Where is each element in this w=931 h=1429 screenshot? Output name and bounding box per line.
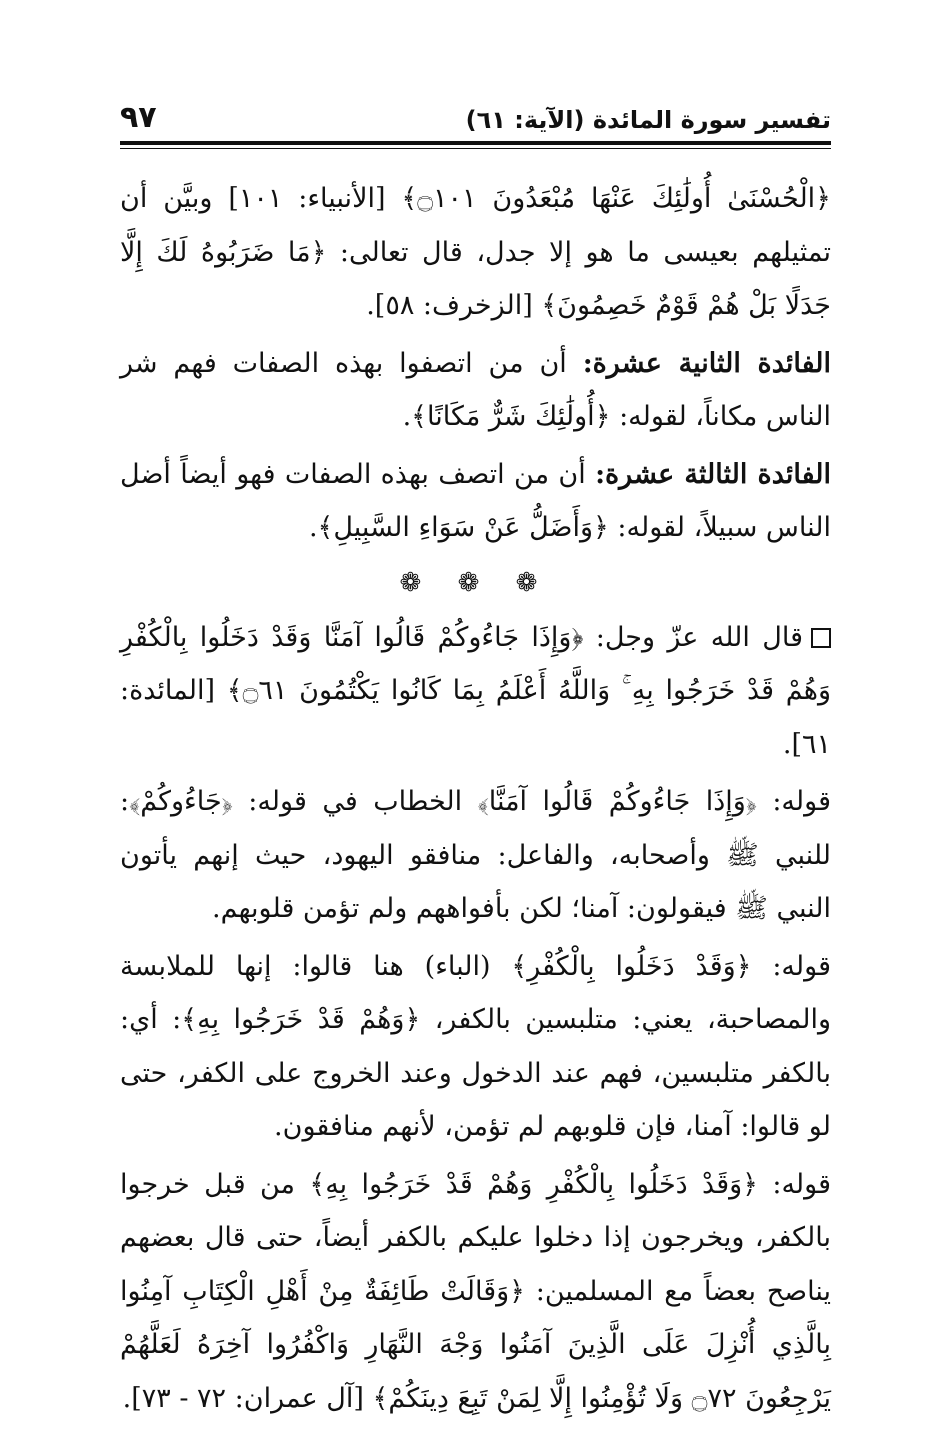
- paragraph-text: ﴿الْحُسْنَىٰ أُولَٰئِكَ عَنْهَا مُبْعَدُونَ ۝١٠١﴾ [الأنبياء: ١٠١] وبيَّن أن تمثيلهم بعيسى ما هو إلا جدل، قال تعالى: ﴿مَا ضَرَبُوهُ لَكَ إِلَّا جَدَلًا بَلْ هُمْ قَوْمٌ خَصِمُونَ﴾ [الزخرف: ٥٨].: [120, 183, 831, 321]
- page-header: [120, 98, 831, 138]
- square-bullet-icon: [811, 628, 831, 648]
- paragraph-benefit-12: [120, 337, 831, 444]
- header-rule-thick: [120, 141, 831, 145]
- page-body: [120, 172, 831, 1429]
- commentary-paragraph: [120, 940, 831, 1154]
- paragraph-text: أن من اتصف بهذه الصفات فهو أيضاً أضل الناس سبيلاً، لقوله: ﴿وَأَضَلُّ عَنْ سَوَاءِ السَّبِيلِ﴾.: [120, 458, 831, 543]
- page-number: ٩٧: [120, 100, 157, 135]
- commentary-text: قوله: ﴿وَقَدْ دَخَلُوا بِالْكُفْرِ﴾ (الباء) هنا قالوا: إنها للملابسة والمصاحبة، يعني: متلبسين بالكفر، ﴿وَهُمْ قَدْ خَرَجُوا بِهِ﴾: أي: بالكفر متلبسين، فهم عند الدخول وعند الخروج على الكفر، حتى لو قالوا: آمنا، فإن قلوبهم لم تؤمن، لأنهم منافقون.: [120, 950, 831, 1142]
- commentary-paragraph: [120, 1158, 831, 1426]
- verse-text: قال الله عزّ وجل: ﴿وَإِذَا جَاءُوكُمْ قَالُوا آمَنَّا وَقَدْ دَخَلُوا بِالْكُفْرِ وَهُمْ قَدْ خَرَجُوا بِهِ ۚ وَاللَّهُ أَعْلَمُ بِمَا كَانُوا يَكْتُمُونَ ۝٦١﴾ [المائدة: ٦١].: [120, 621, 832, 760]
- paragraph-benefit-13: [120, 448, 831, 555]
- benefit-heading: الفائدة الثانية عشرة:: [582, 347, 831, 379]
- commentary-paragraph: [120, 775, 831, 936]
- paragraph-text: أن من اتصفوا بهذه الصفات فهم شر الناس مكاناً، لقوله: ﴿أُولَٰئِكَ شَرٌّ مَكَانًا﴾.: [120, 347, 831, 432]
- benefit-heading: الفائدة الثالثة عشرة:: [595, 458, 831, 490]
- running-title: تفسير سورة المائدة (الآية: ٦١): [465, 106, 831, 134]
- paragraph-continuation: [120, 172, 831, 333]
- commentary-text: قوله: ﴿وَإِذَا جَاءُوكُمْ قَالُوا آمَنَّا﴾ الخطاب في قوله: ﴿جَاءُوكُمْ﴾: للنبي ﷺ وأصحابه، والفاعل: منافقو اليهود، حيث إنهم يأتون النبي ﷺ فيقولون: آمنا؛ لكن بأفواههم ولم تؤمن قلوبهم.: [120, 786, 831, 924]
- section-separator: ❁ ❁ ❁: [399, 567, 552, 598]
- header-rule-thin: [120, 148, 831, 149]
- verse-block: [120, 611, 831, 772]
- commentary-text: قوله: ﴿وَقَدْ دَخَلُوا بِالْكُفْرِ وَهُمْ قَدْ خَرَجُوا بِهِ﴾ من قبل خرجوا بالكفر، ويخرجون إذا دخلوا عليكم بالكفر أيضاً، حتى قال بعضهم يناصح بعضاً مع المسلمين: ﴿وَقَالَتْ طَائِفَةٌ مِنْ أَهْلِ الْكِتَابِ آمِنُوا بِالَّذِي أُنْزِلَ عَلَى الَّذِينَ آمَنُوا وَجْهَ النَّهَارِ وَاكْفُرُوا آخِرَهُ لَعَلَّهُمْ يَرْجِعُونَ ۝٧٢ وَلَا تُؤْمِنُوا إِلَّا لِمَنْ تَبِعَ دِينَكُمْ﴾ [آل عمران: ٧٢ - ٧٣].: [120, 1168, 832, 1414]
